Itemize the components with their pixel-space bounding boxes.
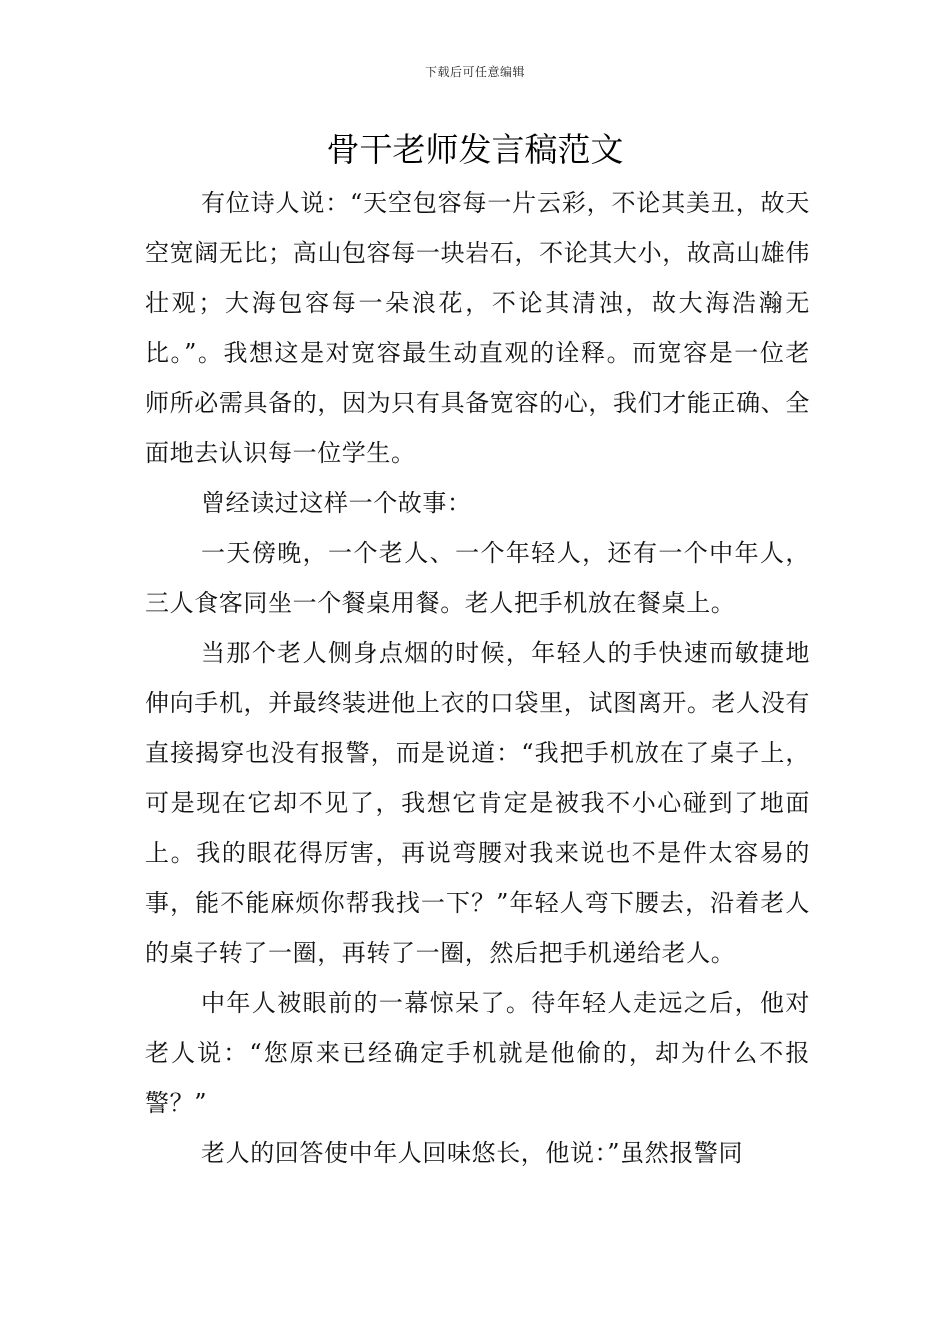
paragraph-story-intro: 曾经读过这样一个故事：: [201, 489, 472, 517]
paragraph-dinner-scene: 一天傍晚，一个老人、一个年轻人，还有一个中年人，三人食客同坐一个餐桌用餐。老人把手机放在餐桌上。: [145, 539, 810, 617]
paragraph-old-man-answer: 老人的回答使中年人回味悠长，他说：”虽然报警同: [201, 1139, 744, 1167]
paragraph-poet-quote: 有位诗人说：“天空包容每一片云彩，不论其美丑，故天空宽阔无比；高山包容每一块岩石，不论其大小，故高山雄伟壮观；大海包容每一朵浪花，不论其清浊，故大海浩瀚无比。”。我想这是对宽容最生动直观的诠释。而宽容是一位老师所必需具备的，因为只有具备宽容的心，我们才能正确、全面地去认识每一位学生。: [145, 189, 810, 467]
paragraph-middle-aged-question: 中年人被眼前的一幕惊呆了。待年轻人走远之后，他对老人说：“您原来已经确定手机就是他偷的，却为什么不报警？”: [145, 989, 810, 1117]
paragraph-phone-theft: 当那个老人侧身点烟的时候，年轻人的手快速而敏捷地伸向手机，并最终装进他上衣的口袋里，试图离开。老人没有直接揭穿也没有报警，而是说道：“我把手机放在了桌子上，可是现在它却不见了，我想它肯定是被我不小心碰到了地面上。我的眼花得厉害，再说弯腰对我来说也不是件太容易的事，能不能麻烦你帮我找一下？”年轻人弯下腰去，沿着老人的桌子转了一圈，再转了一圈，然后把手机递给老人。: [145, 639, 810, 967]
document-title: 骨干老师发言稿范文: [326, 130, 624, 169]
header-note: 下载后可任意编辑: [424, 65, 525, 79]
document-body: [145, 178, 810, 1178]
